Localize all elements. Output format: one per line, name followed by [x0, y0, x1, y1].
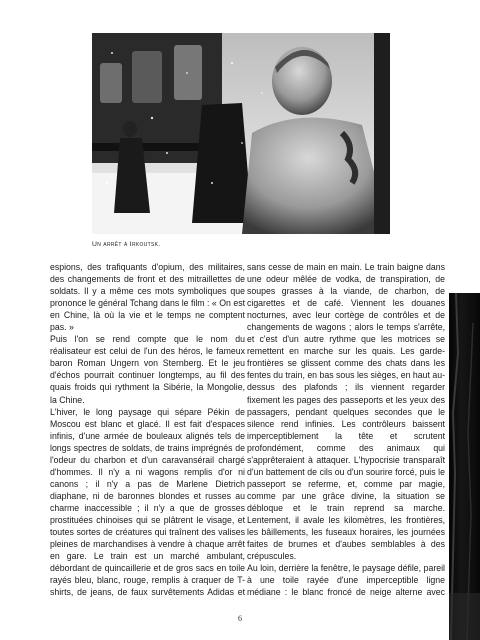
photo-irkoutsk — [92, 33, 390, 234]
paragraph: L'hiver, le long paysage qui sépare Pékin de Moscou est blanc et glacé. Il est fait d'espaces infinis, d'une armée de bouleaux alignés tels de longs spectres de soldats, de trains imprégnés de l'odeur du charbon et d'un caravansérail chargé d'hommes. Il n'y a ni wagons remplis d'or ni canons ; il n'y a pas de Marlene Dietrich diaphane, ni de baronnes blondes et russes au charme inaccessible ; il n'y a que de grosses prostituées chinoises qui se plâtrent le visage, et toutes sortes de créatures qui traînent des valises pleines de marchandises à vendre à chaque arrêt en gare. Le train est un marché ambulant, débordant de quincaillerie et de gros sacs en toile rayés bleu, blanc, rouge, remplis à craquer de T-shirts, de jeans, de faux survêtements Adidas et — [50, 406, 245, 597]
paragraph: espions, des trafiquants d'opium, des militaires, des changements de front et des mitraillettes de soldats. Il y a même ces mots symboliques que prononce le général Tchang dans le film : « On est en Chine, là où la vie et le temps ne comptent pas. » — [50, 262, 245, 333]
paragraph: sans cesse de main en main. Le train baigne dans une odeur mêlée de vodka, de transpiration, de soupes grasses à la viande, de charbon, de cigarettes et de café. Viennent les douanes nocturnes, avec leur cortège de contrôles et de changements de wagons ; alors le temps s'arrête, et c'est d'un autre rythme que les motrices se remettent en marche sur les quais. Les garde-frontières se glissent comme des chats dans les fentes du train, en bas sous les sièges, en haut au-dessus des plafonds ; ils viennent regarder fixement les pages des passeports et les yeux des passagers, pendant quelques secondes que le silence rend infinies. Les contrôleurs baissent imperceptiblement la tête et scrutent profondément, comme des animaux qui s'apprêteraient à attaquer. L'hypocrisie transparaît d'un battement de cils ou d'un sourire forcé, puis le passeport se referme, et, comme par magie, comme par une grâce divine, la situation se débloque et le train reprend sa marche. Lentement, il avale les kilomètres, les frontières, les bâillements, les fuseaux horaires, les journées faites de brumes et d'aubes semblables à des crépuscules. — [247, 262, 445, 562]
paragraph: Au loin, derrière la fenêtre, le paysage défile, pareil à une toile rayée d'une imperceptible ligne médiane : le blanc froncé de neige alterne avec — [247, 563, 445, 597]
facing-page-photo-edge — [449, 293, 480, 640]
article-column-right — [247, 261, 445, 597]
photo-caption: Un arrêt à Irkoutsk. — [92, 241, 161, 248]
article-column-left — [50, 261, 245, 597]
page-number: 6 — [238, 614, 242, 623]
paragraph: Puis l'on se rend compte que le nom du réalisateur est celui de l'un des héros, le fameux baron Roman Ungern von Sternberg. Et le jeu d'échos pourrait continuer longtemps, au fil des quais froids qui rythment la Sibérie, la Mongolie, la Chine. — [50, 334, 245, 405]
